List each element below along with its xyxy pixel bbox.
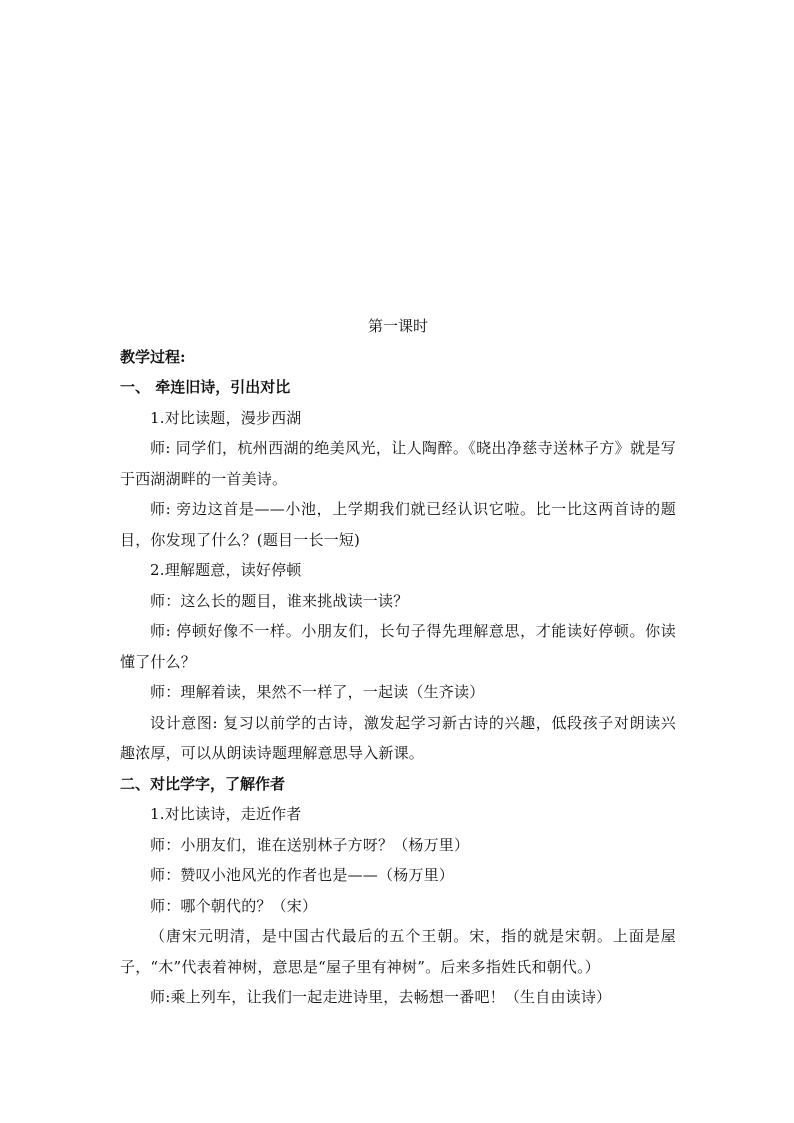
section2-item-1: 1.对比读诗，走近作者: [150, 805, 302, 823]
section2-item-5: （唐宋元明清，是中国古代最后的五个王朝。宋，指的就是宋朝。上面是屋子，“木”代表着神树，意思是“屋子里有神树”。后来多指姓氏和朝代。）: [120, 927, 676, 976]
section1-design-intent: 设计意图: 复习以前学的古诗，激发起学习新古诗的兴趣，低段孩子对朗读兴趣浓厚，可以从朗读诗题理解意思导入新课。: [120, 713, 676, 762]
section2-heading: 二、对比学字，了解作者: [120, 774, 286, 793]
document-body: [120, 311, 676, 1013]
section1-item-5: 师：这么长的题目，谁来挑战读一读？: [150, 591, 409, 610]
section1-heading: 一、 牵连旧诗，引出对比: [120, 378, 291, 396]
section2-item-2: 师：小朋友们，谁在送别林子方呀？（杨万里）: [150, 835, 470, 854]
section1-item-2: 师: 同学们，杭州西湖的绝美风光，让人陶醉。《晓出净慈寺送林子方》就是写于西湖湖畔的一首美诗。: [120, 439, 676, 488]
section1-item-6: 师: 停顿好像不一样。小朋友们，长句子得先理解意思，才能读好停顿。你读懂了什么？: [120, 622, 676, 671]
section2-item-6: 师:乘上列车，让我们一起走进诗里，去畅想一番吧！（生自由读诗）: [150, 988, 612, 1006]
section1-item-4: 2.理解题意，读好停顿: [150, 561, 302, 579]
section2-item-3: 师：赞叹小池风光的作者也是——（杨万里）: [150, 866, 455, 884]
teaching-process-label: 教学过程:: [120, 347, 186, 366]
section1-item-3: 师: 旁边这首是——小池，上学期我们就已经认识它啦。比一比这两首诗的题目，你发现了什么？(题目一长一短): [120, 500, 676, 549]
section1-item-1: 1.对比读题，漫步西湖: [150, 408, 302, 427]
lesson-title: 第一课时: [367, 317, 428, 335]
section1-item-7: 师：理解着读，果然不一样了，一起读（生齐读）: [150, 683, 485, 701]
section2-item-4: 师：哪个朝代的？（宋）: [150, 896, 318, 915]
